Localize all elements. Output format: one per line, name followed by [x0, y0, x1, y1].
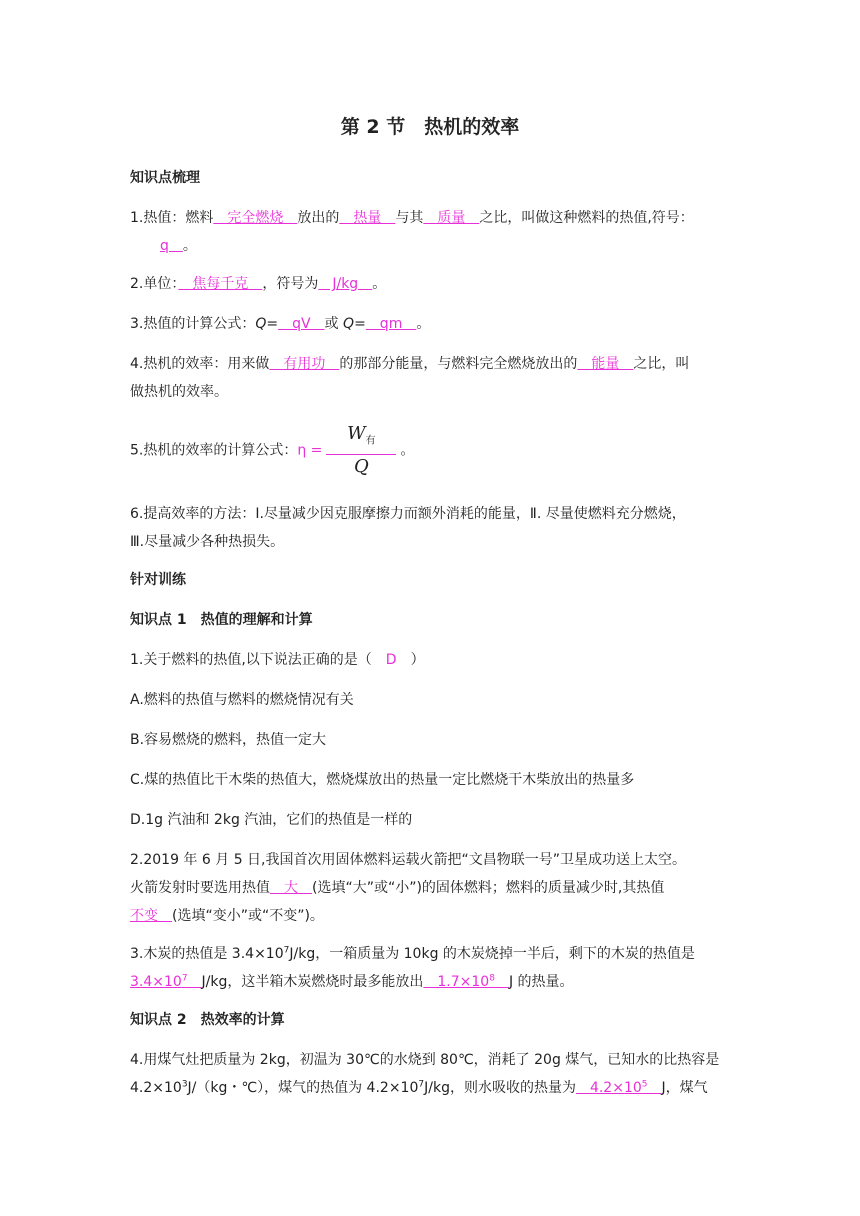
question-2-line2: 火箭发射时要选用热值 大 (选填“大”或“小”)的固体燃料；燃料的质量减少时,其热值: [130, 880, 665, 896]
answer-blank: 完全燃烧: [213, 210, 298, 226]
item-4-efficiency: 4.热机的效率：用来做 有用功 的那部分能量，与燃料完全燃烧放出的 能量 之比，叫: [130, 356, 690, 372]
answer-blank: qm: [365, 316, 417, 332]
item-6-improve-efficiency: 6.提高效率的方法：Ⅰ.尽量减少因克服摩擦力而额外消耗的能量，Ⅱ. 尽量使燃料充分燃烧，: [130, 506, 686, 522]
answer-blank: J/kg: [318, 276, 373, 292]
item-3-formula: 3.热值的计算公式：Q= qV 或 Q= qm 。: [130, 316, 431, 332]
answer-blank: 有用功: [269, 356, 340, 372]
answer-blank: 热量: [339, 210, 396, 226]
question-4-line2: $4.2\times 10^3J/(kg$・℃），煤气的热值为 $4.2\times 10^7J/kg$，则水吸收的热量为 $4.2\times 10^5$ J，煤气: [130, 1079, 708, 1096]
question-2-line3: 不变 (选填“变小”或“不变”)。: [130, 908, 324, 924]
item-1-heat-value: 1.热值：燃料 完全燃烧 放出的 热量 与其 质量 之比，叫做这种燃料的热值,符号：: [130, 210, 694, 226]
item-2-unit: 2.单位： 焦每千克 ，符号为 J/kg 。: [130, 276, 387, 292]
question-3-line1: 3.木炭的热值是 $3.4\times 10^7J/kg$，一箱质量为 10kg 的木炭烧掉一半后，剩下的木炭的热值是: [130, 945, 695, 962]
option-c: C.煤的热值比干木柴的热值大，燃烧煤放出的热量一定比燃烧干木柴放出的热量多: [130, 772, 635, 788]
knowledge-point-2: 知识点 2 热效率的计算: [130, 1012, 285, 1028]
answer-blank: 焦每千克: [178, 276, 263, 292]
section-heading-summary: 知识点梳理: [130, 170, 200, 186]
page-title: 第 2 节 热机的效率: [340, 116, 520, 138]
answer-choice: D: [371, 652, 411, 668]
item-6-improve-efficiency-line2: Ⅲ.尽量减少各种热损失。: [130, 534, 285, 550]
answer-blank: q: [160, 238, 183, 254]
mc-question-1: 1.关于燃料的热值,以下说法正确的是（ D ）: [130, 652, 425, 668]
answer-blank: $1.7\times 10^8$: [423, 973, 495, 990]
option-d: D.1g 汽油和 2kg 汽油，它们的热值是一样的: [130, 812, 413, 828]
answer-blank: 大: [270, 880, 312, 896]
option-b: B.容易燃烧的燃料，热值一定大: [130, 732, 327, 748]
item-1-heat-value-line2: q 。: [160, 238, 197, 254]
section-heading-training: 针对训练: [130, 572, 186, 588]
question-4-line1: 4.用煤气灶把质量为 2kg，初温为 30℃的水烧到 80℃，消耗了 20g 煤气，已知水的比热容是: [130, 1052, 720, 1068]
option-a: A.燃料的热值与燃料的燃烧情况有关: [130, 692, 354, 708]
question-2-line1: 2.2019 年 6 月 5 日,我国首次用固体燃料运载火箭把“文昌物联一号”卫星成功送上太空。: [130, 852, 687, 868]
answer-blank: 质量: [423, 210, 480, 226]
answer-blank: 能量: [577, 356, 634, 372]
knowledge-point-1: 知识点 1 热值的理解和计算: [130, 612, 313, 628]
answer-blank: $4.2\times 10^5$: [575, 1079, 648, 1096]
answer-blank: $3.4\times 10^7$: [130, 973, 188, 990]
item-4-efficiency-line2: 做热机的效率。: [130, 384, 228, 400]
answer-blank: qV: [278, 316, 325, 332]
fraction: $\frac{W_有}{Q}$: [326, 424, 396, 477]
item-5-efficiency-formula: 5.热机的效率的计算公式：η = $\frac{W_有}{Q}$ 。: [130, 423, 415, 477]
question-3-line2: $3.4\times 10^7$ J/kg，这半箱木炭燃烧时最多能放出 $1.7\times 10^8$ J 的热量。: [130, 973, 574, 990]
answer-blank: 不变: [130, 908, 172, 924]
